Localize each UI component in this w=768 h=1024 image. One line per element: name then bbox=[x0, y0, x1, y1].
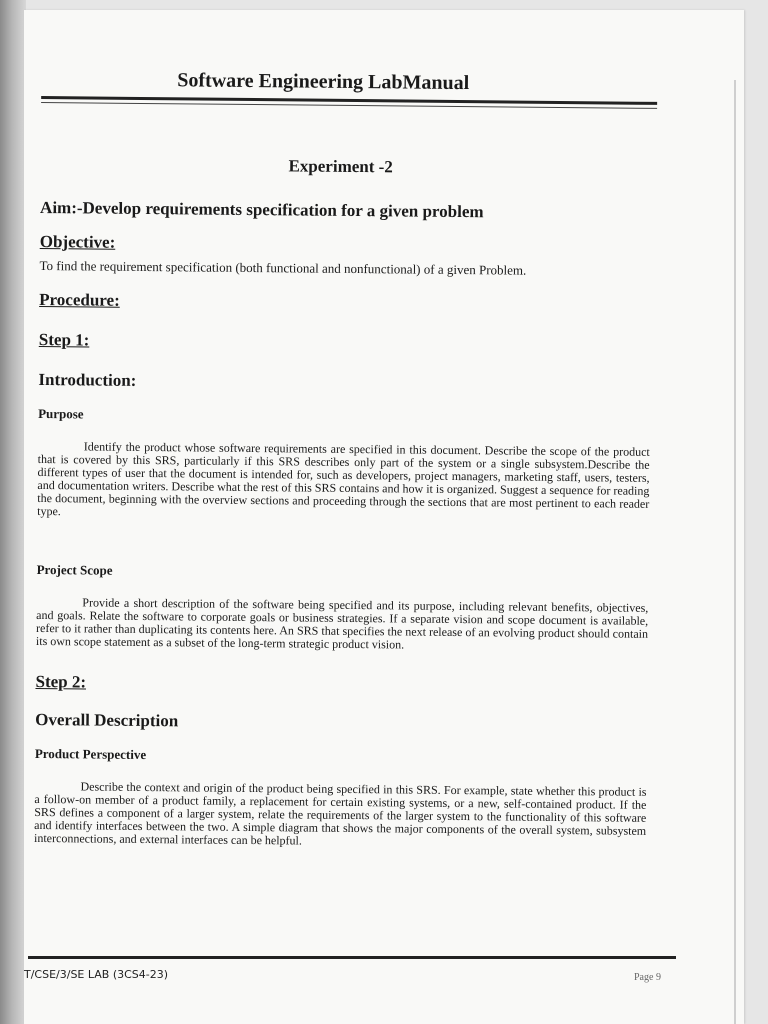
step2-heading: Step 2: bbox=[35, 671, 87, 692]
manual-title: Software Engineering LabManual bbox=[177, 69, 470, 95]
introduction-heading: Introduction: bbox=[38, 369, 137, 390]
step1-heading: Step 1: bbox=[38, 329, 90, 350]
objective-text: To find the requirement specification (both functional and nonfunctional) of a given Problem. bbox=[39, 257, 527, 278]
document-page bbox=[24, 10, 744, 1024]
project-scope-heading: Project Scope bbox=[36, 561, 113, 578]
experiment-title: Experiment -2 bbox=[288, 156, 393, 177]
procedure-heading: Procedure: bbox=[39, 289, 120, 310]
objective-heading: Objective: bbox=[39, 231, 116, 252]
overall-description-heading: Overall Description bbox=[35, 709, 179, 731]
footer-course-code: T/CSE/3/SE LAB (3CS4-23) bbox=[24, 968, 169, 981]
page-content bbox=[33, 10, 678, 848]
page-number: Page 9 bbox=[634, 972, 661, 983]
purpose-heading: Purpose bbox=[38, 405, 84, 422]
page-edge bbox=[734, 80, 736, 1024]
footer-rule bbox=[28, 956, 676, 959]
binding-shadow bbox=[0, 0, 26, 1024]
purpose-paragraph: Identify the product whose software requirements are specified in this document. Describe the scope of the product that is covered by this SRS, particularly if this SRS describes only part of the system or a single subsystem.Describe the different types of user that the document is intended for, such as developers, project managers, marketing staff, users, testers, and documentation writers. Describe what the rest of this SRS contains and how it is organized. Suggest a sequence for reading the document, beginning with the overview sections and proceeding through the sections that are most pertinent to each reader type. bbox=[37, 439, 650, 519]
product-perspective-paragraph: Describe the context and origin of the product being specified in this SRS. For example, state whether this product is a follow-on member of a product family, a replacement for certain existing systems, or a new, self-contained product. If the SRS defines a component of a larger system, relate the requirements of the larger system to the functionality of this software and identify interfaces between the two. A simple diagram that shows the major components of the overall system, subsystem interconnections, and external interfaces can be helpful. bbox=[33, 779, 647, 848]
aim-heading: Aim:-Develop requirements specification for a given problem bbox=[40, 197, 484, 222]
product-perspective-heading: Product Perspective bbox=[34, 745, 147, 763]
project-scope-paragraph: Provide a short description of the software being specified and its purpose, including relevant benefits, objectives, and goals. Relate the software to corporate goals or business strategies. If a separate vision and scope document is available, refer to it rather than duplicating its contents here. An SRS that specifies the next release of an evolving product should contain its own scope statement as a subset of the long-term strategic product vision. bbox=[35, 595, 649, 652]
